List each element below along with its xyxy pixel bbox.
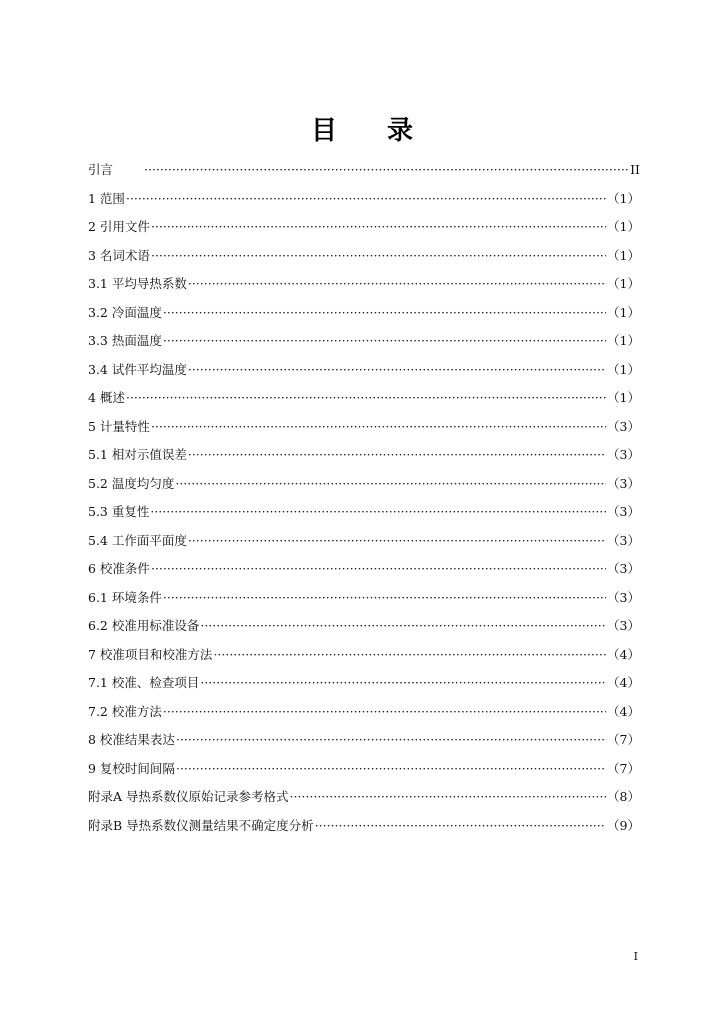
toc-entry[interactable] [88,331,640,360]
toc-entry-label: 6 校准条件 [88,561,150,576]
toc-entry[interactable] [88,246,640,275]
toc-entry-label: 6.2 校准用标准设备 [88,618,200,633]
toc-entry-label: 引言 [88,162,114,177]
toc-leader-dots [188,447,606,462]
toc-entry-page: （3） [607,561,640,576]
toc-entry[interactable] [88,303,640,332]
toc-entry-label: 5 计量特性 [88,418,150,434]
toc-entry-page: （9） [607,817,640,833]
toc-leader-dots [151,248,606,263]
toc-leader-dots [144,162,629,177]
toc-leader-dots [315,818,606,833]
toc-entry[interactable] [88,759,640,788]
toc-leader-dots [213,647,606,662]
toc-entry-page: （1） [607,219,640,234]
toc-entry-label: 4 概述 [88,390,125,405]
table-of-contents [88,160,640,844]
toc-entry-label: 1 范围 [88,190,125,206]
toc-entry-label: 5.1 相对示值误差 [88,447,187,462]
toc-entry-page: （8） [607,789,640,804]
toc-entry-label: 6.1 环境条件 [88,589,162,605]
toc-entry[interactable] [88,559,640,588]
toc-leader-dots [290,789,607,804]
toc-entry-page: （1） [607,333,640,348]
toc-entry-page: （3） [607,589,640,605]
toc-entry-label: 附录B 导热系数仪测量结果不确定度分析 [88,817,314,833]
toc-entry-page: （3） [607,418,640,434]
toc-entry[interactable] [88,730,640,759]
toc-leader-dots [163,333,606,348]
toc-leader-dots [200,675,606,690]
toc-entry[interactable] [88,616,640,645]
toc-entry-label: 3 名词术语 [88,247,150,263]
toc-entry-page: （3） [607,447,640,462]
toc-entry-page: II [630,162,640,177]
toc-entry[interactable] [88,360,640,389]
toc-entry-page: （3） [607,475,640,491]
toc-leader-dots [176,732,606,747]
toc-entry-page: （3） [607,618,640,633]
toc-entry[interactable] [88,160,640,189]
toc-entry-page: （3） [607,532,640,548]
toc-leader-dots [188,362,606,377]
toc-entry[interactable] [88,588,640,617]
toc-entry-page: （4） [607,646,640,662]
toc-entry[interactable] [88,531,640,560]
toc-leader-dots [163,305,606,320]
toc-entry-page: （7） [607,732,640,747]
toc-entry-label: 7.1 校准、检查项目 [88,675,200,690]
toc-entry[interactable] [88,189,640,218]
toc-entry[interactable] [88,474,640,503]
toc-entry-page: （4） [607,675,640,690]
toc-entry-label: 2 引用文件 [88,219,150,234]
toc-entry-page: （1） [607,190,640,206]
toc-entry[interactable] [88,645,640,674]
toc-entry-label: 5.3 重复性 [88,504,150,519]
toc-entry[interactable] [88,502,640,531]
toc-entry-page: （3） [607,504,640,519]
toc-leader-dots [175,476,606,491]
toc-entry-label: 8 校准结果表达 [88,732,175,747]
toc-entry-page: （1） [607,276,640,291]
toc-entry[interactable] [88,417,640,446]
toc-leader-dots [176,761,606,776]
toc-entry[interactable] [88,274,640,303]
toc-leader-dots [200,618,606,633]
toc-entry-label: 3.4 试件平均温度 [88,361,187,377]
toc-entry-page: （1） [607,390,640,405]
toc-entry-label: 3.2 冷面温度 [88,304,162,320]
toc-entry[interactable] [88,445,640,474]
toc-entry-page: （7） [607,760,640,776]
toc-entry-label: 7.2 校准方法 [88,703,162,719]
toc-entry[interactable] [88,816,640,845]
toc-entry-label: 3.1 平均导热系数 [88,276,187,291]
page-title: 目录 [310,116,463,146]
toc-entry[interactable] [88,673,640,702]
toc-entry-page: （1） [607,361,640,377]
toc-leader-dots [150,504,606,519]
toc-leader-dots [126,191,606,206]
toc-entry[interactable] [88,787,640,816]
toc-entry-label: 5.2 温度均匀度 [88,475,175,491]
toc-entry-page: （1） [607,304,640,320]
toc-leader-dots [151,561,606,576]
toc-entry[interactable] [88,217,640,246]
toc-entry-page: （4） [607,703,640,719]
toc-entry-label: 7 校准项目和校准方法 [88,646,213,662]
page-number: I [633,950,638,963]
toc-leader-dots [188,276,606,291]
toc-entry-label: 3.3 热面温度 [88,333,162,348]
toc-entry[interactable] [88,702,640,731]
toc-leader-dots [151,419,606,434]
toc-entry-label: 5.4 工作面平面度 [88,532,187,548]
toc-entry[interactable] [88,388,640,417]
toc-entry-page: （1） [607,247,640,263]
toc-entry-label: 9 复校时间间隔 [88,760,175,776]
toc-leader-dots [126,390,606,405]
toc-leader-dots [151,219,606,234]
toc-leader-dots [163,590,606,605]
toc-entry-label: 附录A 导热系数仪原始记录参考格式 [88,789,289,804]
toc-leader-dots [188,533,606,548]
toc-leader-dots [163,704,606,719]
